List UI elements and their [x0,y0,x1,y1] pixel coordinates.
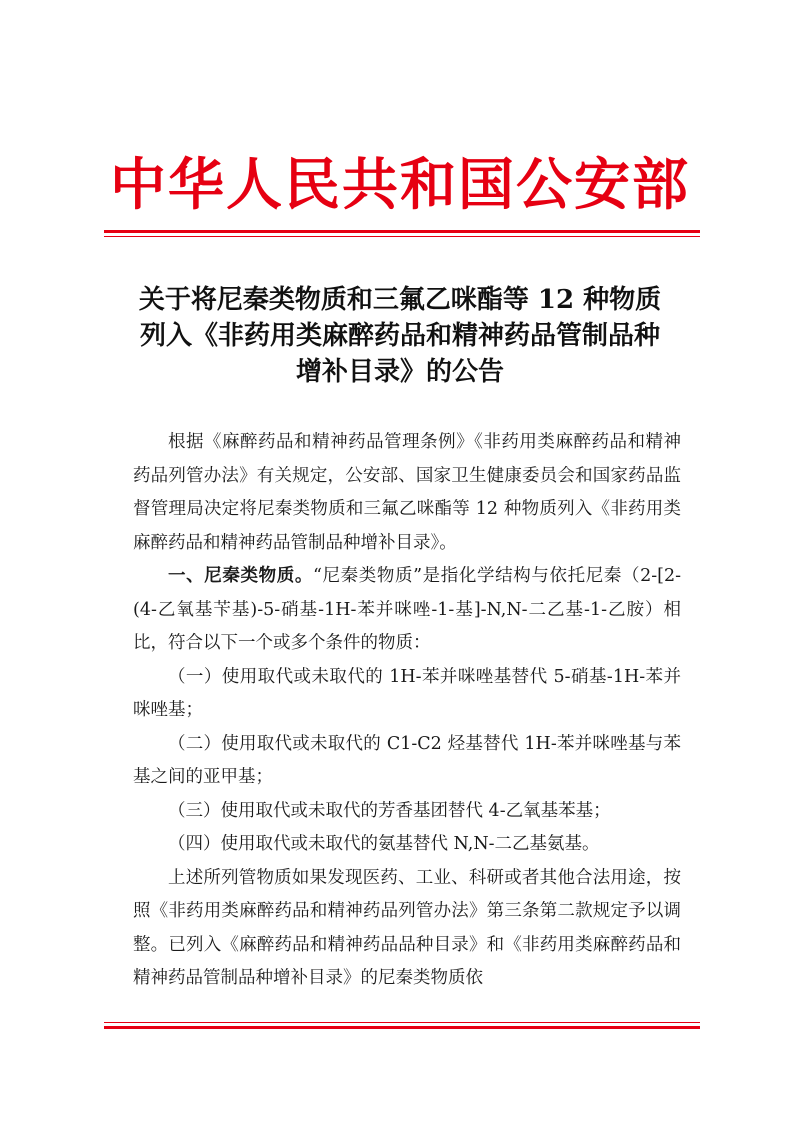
announcement-title [110,282,690,390]
footer-red-rule [104,1022,700,1029]
title-line-2: 列入《非药用类麻醉药品和精神药品管制品种 [139,321,660,351]
title-line-1: 关于将尼秦类物质和三氟乙咪酯等 12 种物质 [138,285,662,315]
section-one-text: “尼秦类物质”是指化学结构与依托尼秦（2-[2-(4-乙氧基苄基)-5-硝基-1H-苯并咪唑-1-基]-N,N-二乙基-1-乙胺）相比，符合以下一个或多个条件的物质： [133,566,681,653]
paragraph-intro: 根据《麻醉药品和精神药品管理条例》《非药用类麻醉药品和精神药品列管办法》有关规定，公安部、国家卫生健康委员会和国家药品监督管理局决定将尼秦类物质和三氟乙咪酯等 12 种物质列入《非药用类麻醉药品和精神药品管制品种增补目录》。 [133,432,681,553]
announcement-body [133,426,681,996]
paragraph-section-one [133,560,681,661]
condition-item-4: （四）使用取代或未取代的氨基替代 N,N-二乙基氨基。 [168,834,600,854]
condition-item-3: （三）使用取代或未取代的芳香基团替代 4-乙氧基苯基； [168,800,611,821]
condition-item-2: （二）使用取代或未取代的 C1-C2 烃基替代 1H-苯并咪唑基与苯基之间的亚甲基； [133,733,681,787]
masthead-red-rule [104,230,700,237]
section-one-heading: 一、尼秦类物质。 [168,566,313,586]
masthead-title: 中华人民共和国公安部 [110,152,690,218]
condition-item-1: （一）使用取代或未取代的 1H-苯并咪唑基替代 5-硝基-1H-苯并咪唑基； [133,666,681,720]
paragraph-adjustment: 上述所列管物质如果发现医药、工业、科研或者其他合法用途，按照《非药用类麻醉药品和精神药品列管办法》第三条第二款规定予以调整。已列入《麻醉药品和精神药品品种目录》和《非药用类麻醉药品和精神药品管制品种增补目录》的尼秦类物质依 [133,867,681,988]
title-line-3: 增补目录》的公告 [295,357,504,387]
